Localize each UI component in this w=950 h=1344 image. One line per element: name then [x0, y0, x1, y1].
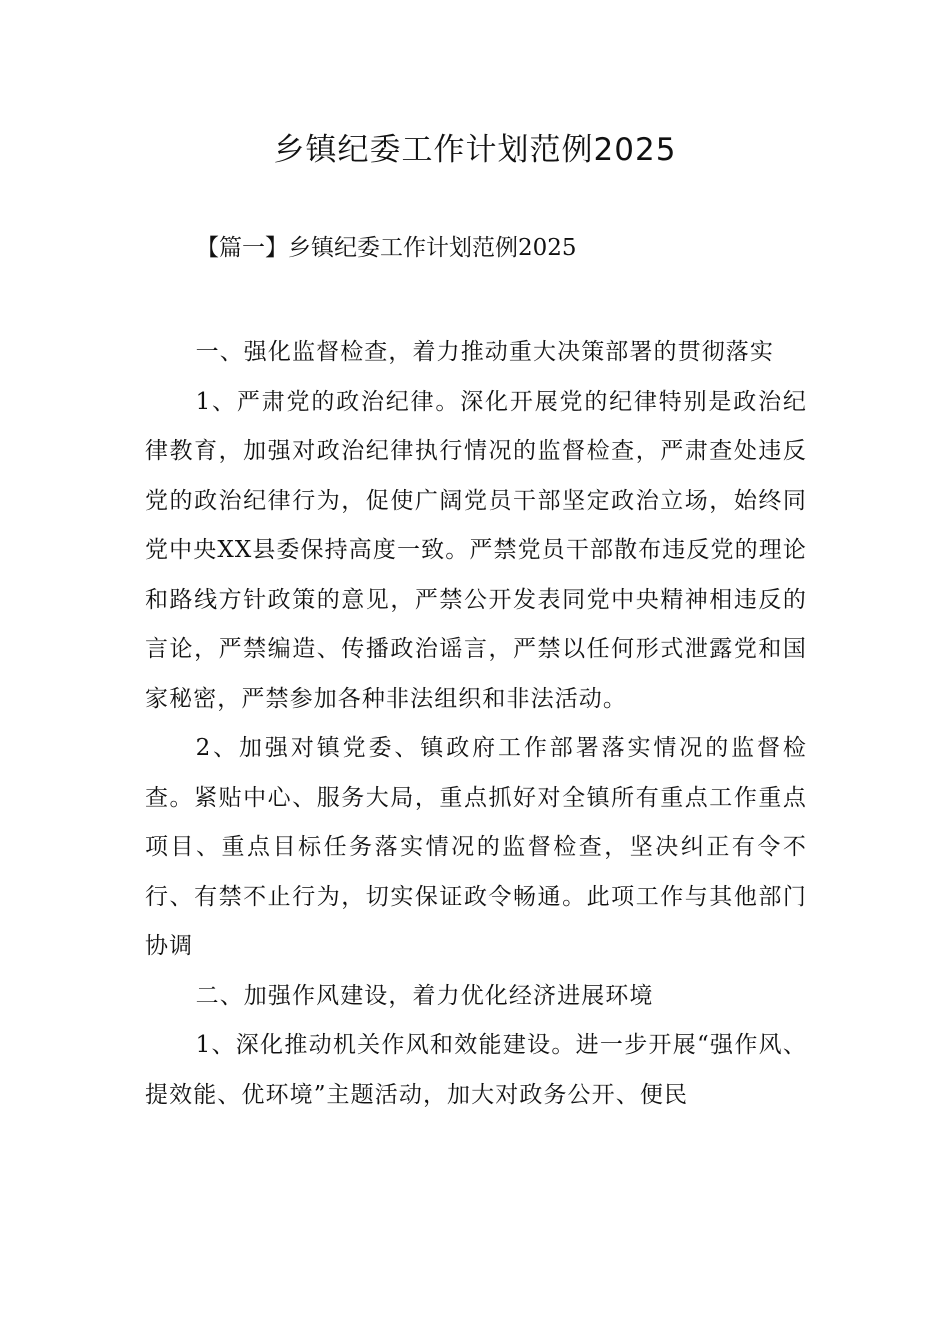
paragraph: 二、加强作风建设，着力优化经济进展环境 [195, 982, 654, 1009]
paragraph: 1、深化推动机关作风和效能建设。进一步开展“强作风、提效能、优环境”主题活动，加大对政务公开、便民 [145, 1032, 807, 1108]
document-body [145, 328, 807, 1120]
section-heading: 【篇一】乡镇纪委工作计划范例2025 [196, 235, 577, 261]
document-title: 乡镇纪委工作计划范例2025 [273, 132, 677, 168]
paragraph: 1、严肃党的政治纪律。深化开展党的纪律特别是政治纪律教育，加强对政治纪律执行情况的监督检查，严肃查处违反党的政治纪律行为，促使广阔党员干部坚定政治立场，始终同党中央XX县委保持高度一致。严禁党员干部散布违反党的理论和路线方针政策的意见，严禁公开发表同党中央精神相违反的言论，严禁编造、传播政治谣言，严禁以任何形式泄露党和国家秘密，严禁参加各种非法组织和非法活动。 [145, 388, 807, 712]
paragraph: 一、强化监督检查，着力推动重大决策部署的贯彻落实 [195, 339, 774, 365]
paragraph: 2、加强对镇党委、镇政府工作部署落实情况的监督检查。紧贴中心、服务大局，重点抓好对全镇所有重点工作重点项目、重点目标任务落实情况的监督检查，坚决纠正有令不行、有禁不止行为，切实保证政令畅通。此项工作与其他部门协调 [145, 735, 807, 959]
